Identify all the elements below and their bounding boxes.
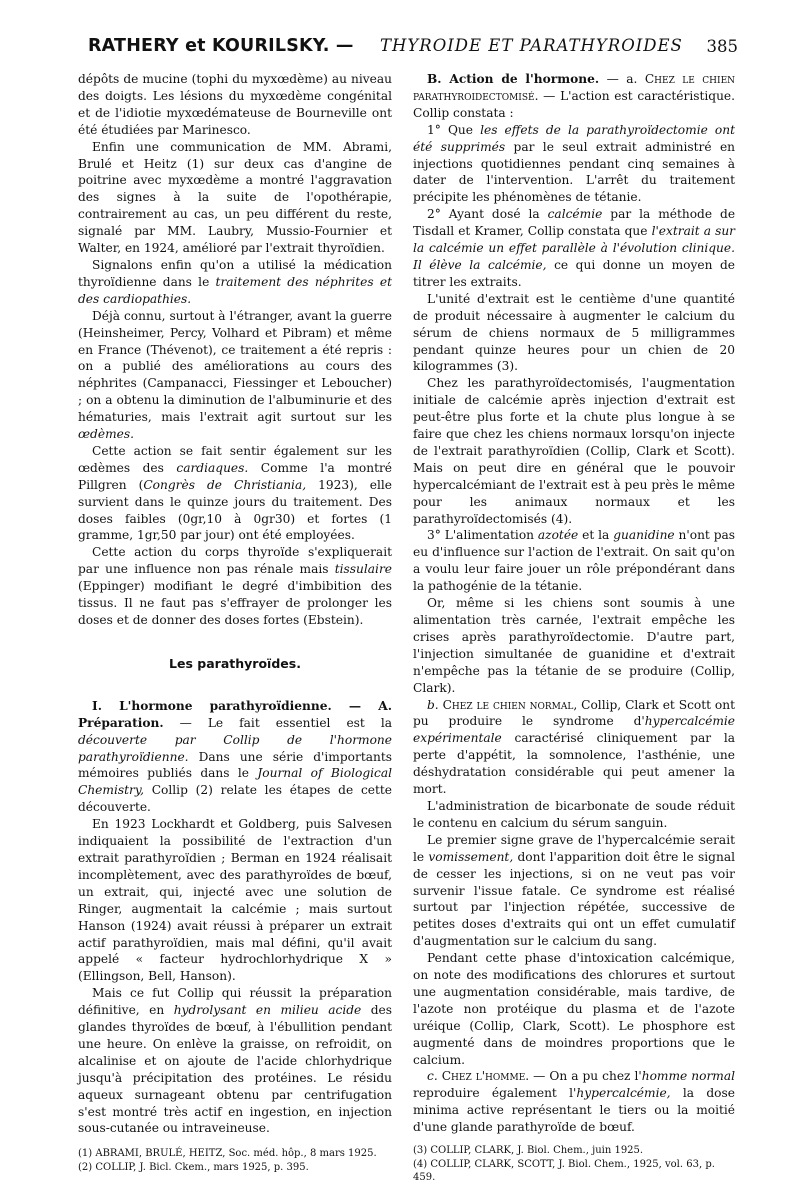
footnote: (3) COLLIP, CLARK, J. Biol. Chem., juin 1925. <box>413 1145 644 1157</box>
paragraph <box>78 985 392 1137</box>
text-run: Comme l'a montré Pillgren ( <box>78 460 393 492</box>
text-run: — L'action est caractéristique. Collip constata : <box>413 88 736 120</box>
subsection-heading: B. Action de l'hormone. <box>427 72 600 86</box>
text-run-italic: c. <box>427 1069 438 1084</box>
text-run-smallcaps: Chez le chien parathyroidectomisé. <box>413 72 736 103</box>
text-run-italic: calcémie <box>547 207 603 222</box>
text-run: Signalons enfin qu'on a utilisé la médication thyroïdienne dans le <box>78 257 392 289</box>
text-run-italic: Congrès de Christiania, <box>143 477 307 492</box>
paragraph <box>413 122 735 207</box>
text-run: et la <box>582 528 610 543</box>
text-run: 1° Que <box>427 122 473 137</box>
text-run: par le seul extrait administré en injections quotidiennes pendant cinq semaines à dater de l'intervention. L'arrêt du traitement précipite les phénomènes de tétanie. <box>413 139 736 205</box>
text-run-italic: l'extrait a sur la calcémie un effet parallèle à l'évolution clinique. Il élève la calcémie, <box>413 224 735 272</box>
left-column <box>78 71 392 1174</box>
text-run-italic: hypercalcémie expérimentale <box>413 714 735 746</box>
text-run: Cette action du corps thyroïde s'expliquerait par une influence non pas rénale mais <box>78 545 392 577</box>
paragraph: dépôts de mucine (tophi du myxœdème) au niveau des doigts. Les lésions du myxœdème congénital et de l'idiotie myxœdémateuse de Bourneville ont été étudiées par Marinesco. <box>78 72 392 137</box>
text-run-italic: guanidine <box>613 528 675 543</box>
footnote: (4) COLLIP, CLARK, SCOTT, J. Biol. Chem., 1925, vol. 63, p. 459. <box>413 1158 715 1184</box>
paragraph <box>413 206 735 291</box>
footnote: (1) ABRAMI, BRULÉ, HEITZ, Soc. méd. hôp., 8 mars 1925. <box>78 1148 377 1160</box>
text-run: Dans une série d'importants mémoires publiés dans le <box>78 749 392 781</box>
section-heading: Les parathyroïdes. <box>169 655 301 671</box>
text-run-italic: tissulaire <box>334 562 392 577</box>
paragraph: L'administration de bicarbonate de soude réduit le contenu en calcium du sérum sanguin. <box>413 798 735 830</box>
text-run-italic: traitement des néphrites et des cardiopathies. <box>78 274 392 306</box>
paragraph: Pendant cette phase d'intoxication calcémique, on note des modifications des chlorures et surtout une augmentation considérable, mais tardive, de l'azote non protéique du plasma et de l'azote uréique (Collip, Clark, Scott). Le phosphore est augmenté dans de moindres proportions que le calcium. <box>413 951 735 1067</box>
text-run-italic: les effets de la parathyroïdectomie ont été supprimés <box>413 122 735 154</box>
text-run-smallcaps: Chez l'homme. <box>441 1069 530 1084</box>
text-run: ce qui donne un moyen de titrer les extraits. <box>413 257 736 289</box>
paragraph <box>78 257 392 308</box>
text-run: 1923), elle survient dans le quinze jours du traitement. Des doses faibles (0gr,10 à 0gr30) et fortes (1 gramme, 1gr,50 par jour) ont été employées. <box>78 477 392 543</box>
text-run: caractérisé cliniquement par la perte d'appétit, la somnolence, l'asthénie, une déshydratation considérable qui peut amener la mort. <box>413 731 735 797</box>
text-run-italic: azotée <box>537 528 579 543</box>
paragraph <box>78 698 392 816</box>
text-run: Déjà connu, surtout à l'étranger, avant la guerre (Heinsheimer, Percy, Volhard et Pibram) et même en France (Thévenot), ce traitement a été repris : on a publié des améliorations au cours des néphrites (Campanacci, Fiessinger et Leboucher) ; on a obtenu la diminution de l'albuminurie et des hématuries, mais l'extrait agit surtout sur les <box>78 308 392 425</box>
text-run: Collip, Clark et Scott ont pu produire le syndrome d' <box>413 697 736 729</box>
text-run-italic: Journal of Biological Chemistry, <box>78 766 393 798</box>
text-run: Cette action se fait sentir également sur les œdèmes des <box>78 443 392 475</box>
text-run-italic: cardiaques. <box>176 460 249 475</box>
paragraph <box>78 443 392 544</box>
subsection-heading: I. L'hormone parathyroïdienne. — A. Préparation. <box>78 698 392 730</box>
text-run-italic: b. <box>427 697 439 712</box>
text-run-italic: œdèmes. <box>78 427 134 442</box>
text-run-italic: vomissement, <box>428 849 514 864</box>
text-run: par la méthode de Tisdall et Kramer, Collip constata que <box>413 207 736 239</box>
text-run: la dose minima active représentant le tiers ou la moitié d'une glande parathyroïde de bœuf. <box>413 1086 735 1135</box>
paragraph <box>78 544 392 629</box>
paragraph: Chez les parathyroïdectomisés, l'augmentation initiale de calcémie après injection d'extrait est peut-être plus forte et la chute plus longue à se faire que chez les chiens normaux lorsqu'on injecte de l'extrait parathyroïdien (Collip, Clark et Scott). Mais on peut dire en général que le pouvoir hypercalcémiant de l'extrait est à peu près le même pour les animaux normaux et les parathyroïdectomisés (4). <box>413 376 735 526</box>
text-run: dont l'apparition doit être le signal de cesser les injections, si on ne veut pas voir survenir l'issue fatale. Ce syndrome est réalisé surtout par l'injection répétée, successive de petites doses d'extraits qui ont un effet cumulatif d'augmentation sur le calcium du sang. <box>413 849 736 949</box>
paragraph <box>78 308 392 443</box>
text-run-italic: découverte par Collip de l'hormone parathyroïdienne. <box>78 732 392 764</box>
header-authors: RATHERY et KOURILSKY. — <box>88 36 354 56</box>
text-run: des glandes thyroïdes de bœuf, à l'ébullition pendant une heure. On enlève la graisse, on refroidit, on alcalinise et on ajoute de l'acide chlorhydrique jusqu'à précipitation des protéines. Le résidu aqueux surnageant obtenu par centrifugation s'est montré très actif en ingestion, en injection sous-cutanée ou intraveineuse. <box>78 1003 393 1136</box>
paragraph <box>413 527 735 595</box>
running-header <box>88 36 738 66</box>
text-run: n'ont pas eu d'influence sur l'action de l'extrait. On sait qu'on a voulu leur faire jouer un rôle prépondérant dans la pathogénie de la tétanie. <box>413 528 736 594</box>
text-run: Le premier signe grave de l'hypercalcémie serait le <box>413 832 735 864</box>
text-run-italic: homme normal <box>641 1069 735 1084</box>
text-run-smallcaps: Chez le chien normal, <box>442 697 578 712</box>
paragraph <box>413 71 735 122</box>
right-column <box>413 71 735 1185</box>
text-run: — Le fait essentiel est la <box>179 715 393 730</box>
text-run: (Eppinger) modifiant le degré d'imbibition des tissus. Il ne faut pas s'effrayer de prolonger les doses et de donner des doses fortes (Ebstein). <box>78 579 392 627</box>
footnotes <box>78 1147 392 1174</box>
text-run: 3° L'alimentation <box>427 528 535 543</box>
paragraph: L'unité d'extrait est le centième d'une quantité de produit nécessaire à augmenter le calcium du sérum de chiens normaux de 5 milligrammes pendant quinze heures pour un chien de 20 kilogrammes (3). <box>413 291 735 374</box>
paragraph: Enfin une communication de MM. Abrami, Brulé et Heitz (1) sur deux cas d'angine de poitrine avec myxœdème a montré l'aggravation des signes à la suite de l'opothérapie, contrairement au cas, un peu différent du reste, signalé par MM. Laubry, Mussio-Fournier et Walter, en 1924, amélioré par l'extrait thyroïdien. <box>78 139 392 256</box>
text-run: Mais ce fut Collip qui réussit la préparation définitive, en <box>78 986 392 1018</box>
footnotes <box>413 1144 735 1185</box>
paragraph <box>413 697 735 798</box>
footnote: (2) COLLIP, J. Bicl. Ckem., mars 1925, p. 395. <box>78 1161 309 1173</box>
paragraph <box>413 1068 735 1136</box>
text-run: — a. <box>606 72 638 86</box>
text-run-italic: hypercalcémie, <box>576 1086 671 1101</box>
text-run: — On a pu chez l' <box>533 1069 642 1084</box>
page-number: 385 <box>706 37 738 56</box>
text-run: Collip (2) relate les étapes de cette découverte. <box>78 783 392 815</box>
paragraph: Or, même si les chiens sont soumis à une alimentation très carnée, l'extrait empêche les crises après parathyroïdectomie. D'autre part, l'injection simultanée de guanidine et d'extrait n'empêche pas la tétanie de se produire (Collip, Clark). <box>413 596 735 695</box>
text-run: reproduire également l' <box>413 1086 577 1101</box>
paragraph: En 1923 Lockhardt et Goldberg, puis Salvesen indiquaient la possibilité de l'extraction d'un extrait parathyroïdien ; Berman en 1924 réalisait incomplètement, avec des parathyroïdes de bœuf, un extrait, qui, injecté avec une solution de Ringer, augmentait la calcémie ; mais surtout Hanson (1924) avait réussi à préparer un extrait actif parathyroïdien, mais mal défini, qu'il avait appelé « facteur hydrochlorhydrique X » (Ellingson, Bell, Hanson). <box>78 817 392 984</box>
header-title: THYROIDE ET PARATHYROIDES <box>380 36 683 55</box>
text-run-italic: hydrolysant en milieu acide <box>173 1003 362 1018</box>
paragraph <box>413 832 735 950</box>
text-run: 2° Ayant dosé la <box>427 207 540 222</box>
